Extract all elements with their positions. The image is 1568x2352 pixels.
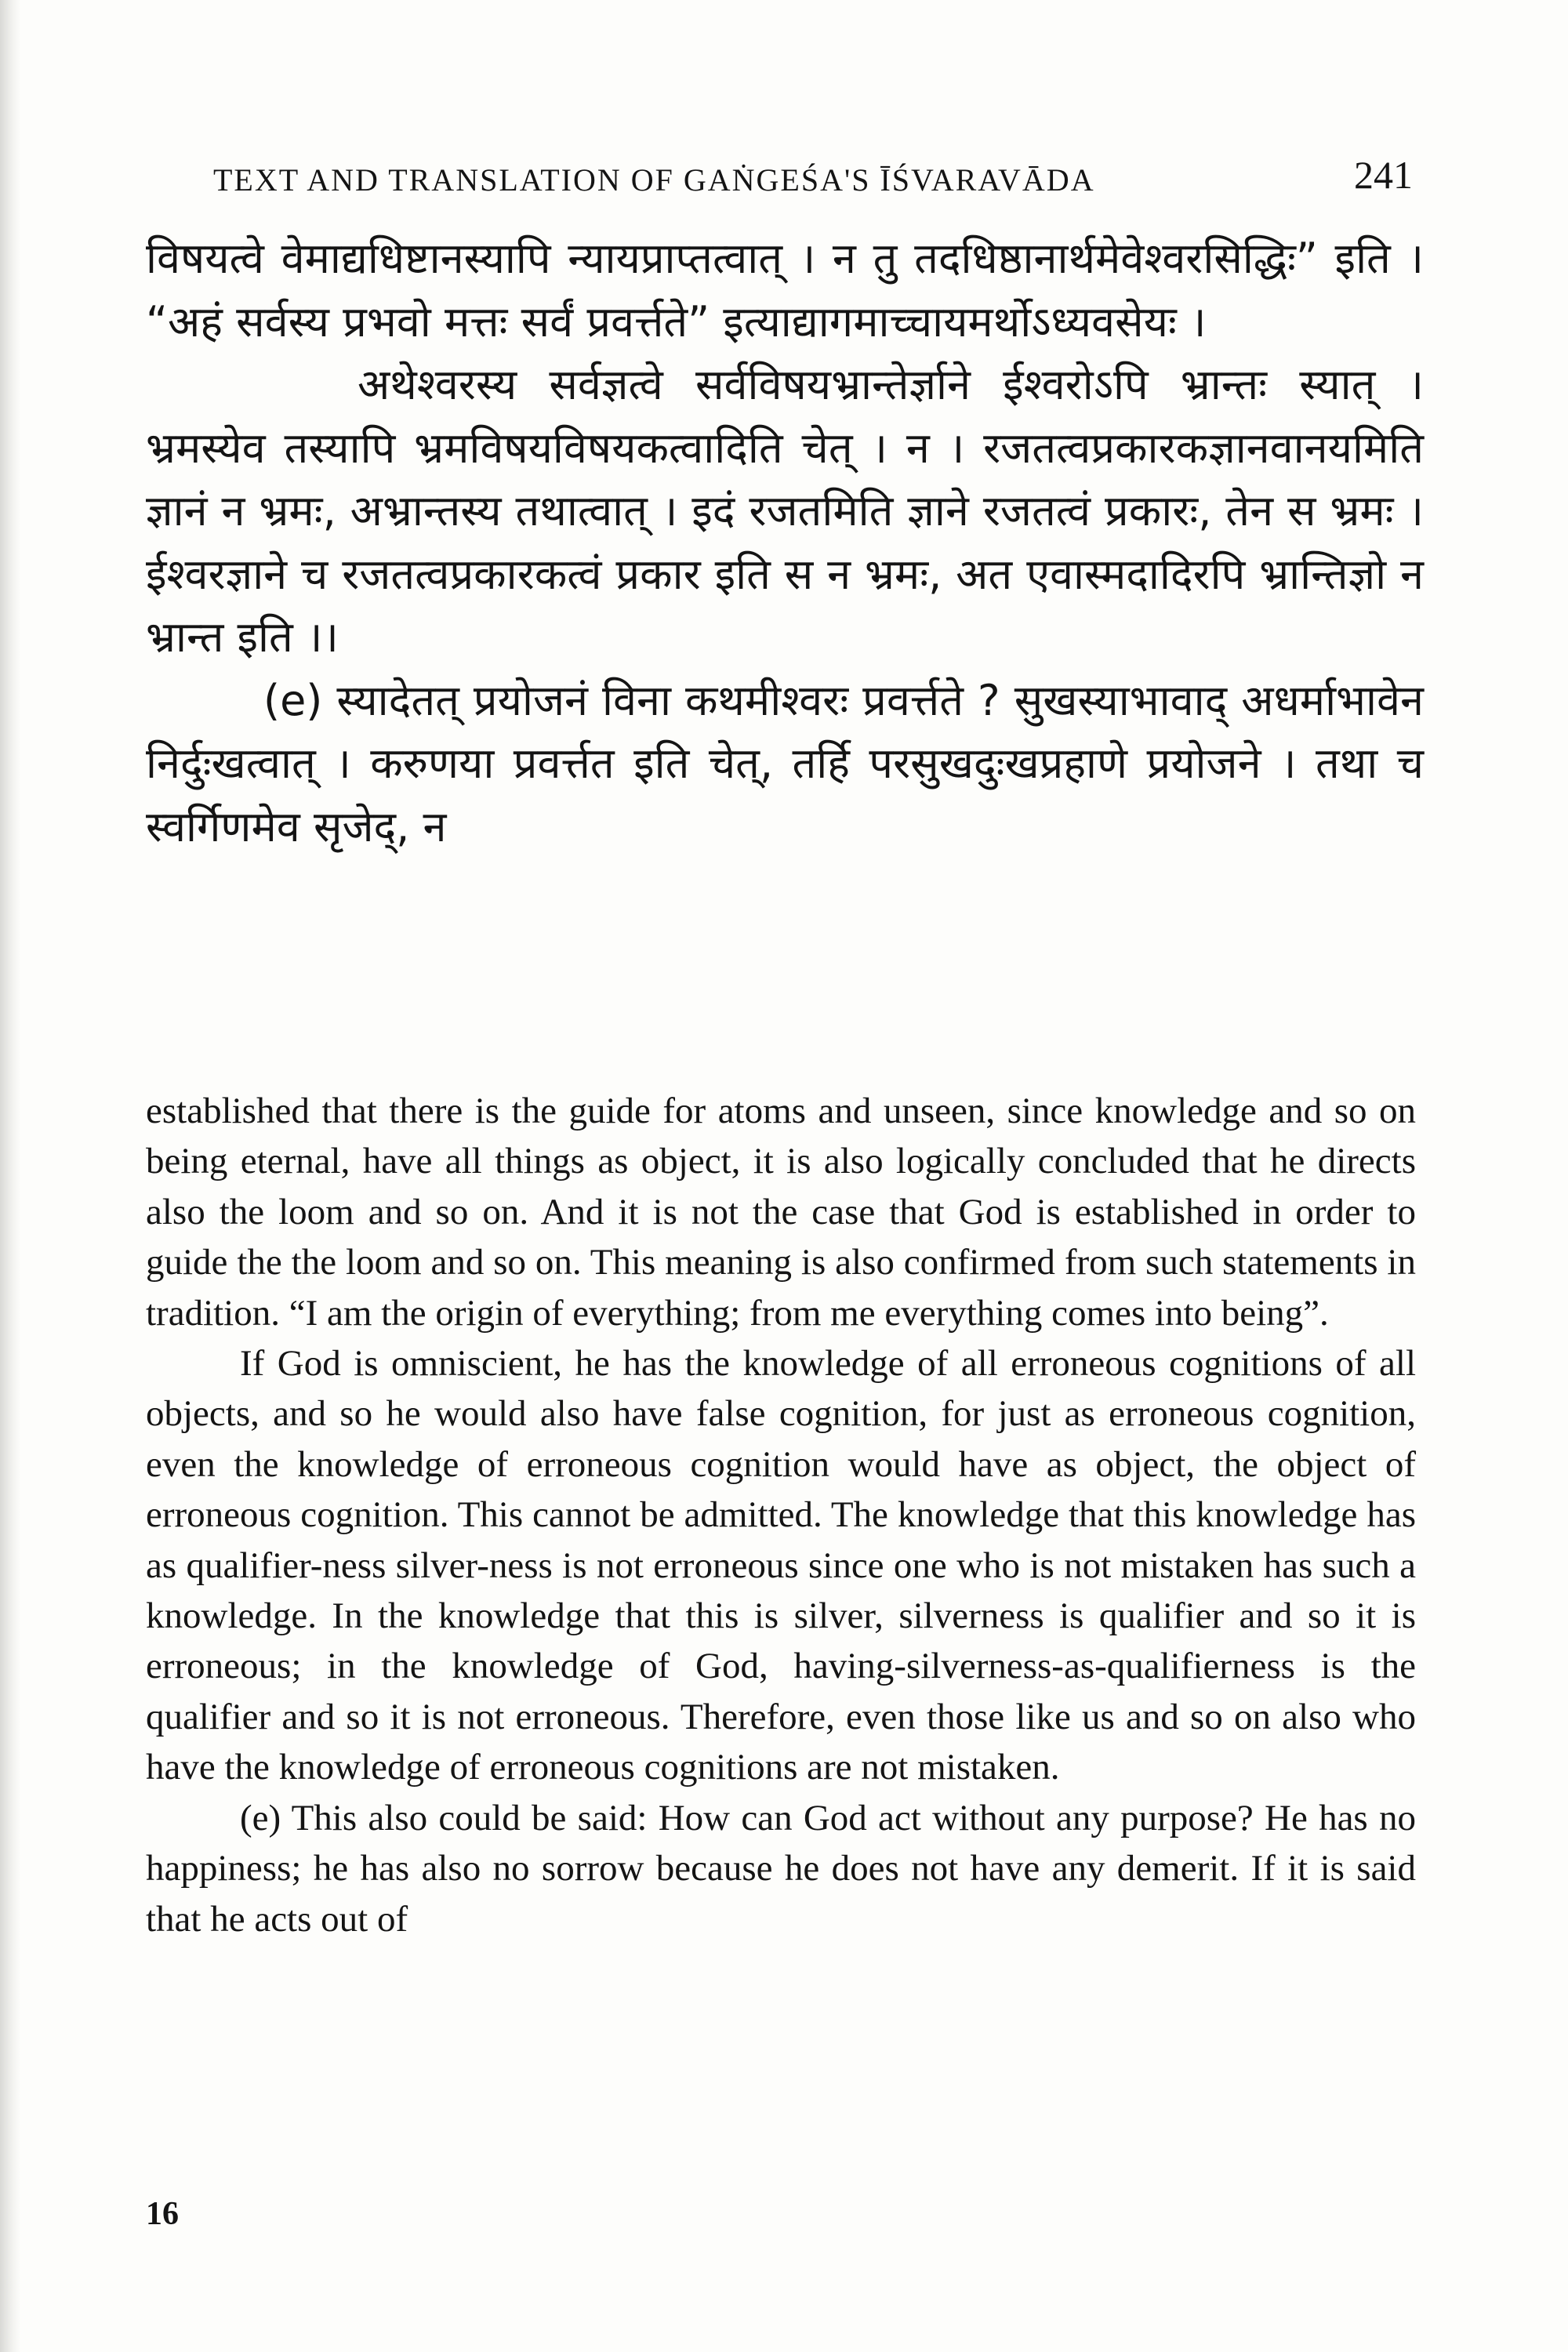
- sanskrit-paragraph: अथेश्वरस्य सर्वज्ञत्वे सर्वविषयभ्रान्तेर्ज्ञाने ईश्वरोऽपि भ्रान्तः स्यात् । भ्रमस्येव तस्यापि भ्रमविषयविषयकत्वादिति चेत् । न । रजतत्वप्रकारकज्ञानवानयमिति ज्ञानं न भ्रमः, अभ्रान्तस्य तथात्वात् । इदं रजतमिति ज्ञाने रजतत्वं प्रकारः, तेन स भ्रमः । ईश्वरज्ञाने च रजतत्वप्रकारकत्वं प्रकार इति स न भ्रमः, अत एवास्मदादिरपि भ्रान्तिज्ञो न भ्रान्त इति ।।: [146, 360, 1424, 662]
- running-head: [213, 149, 1413, 204]
- sanskrit-paragraph: विषयत्वे वेमाद्यधिष्टानस्यापि न्यायप्राप्तत्वात् । न तु तदधिष्ठानार्थमेवेश्वरसिद्धिः” इति । “अहं सर्वस्य प्रभवो मत्तः सर्वं प्रवर्त्तते” इत्याद्यागमाच्चायमर्थोऽध्यवसेयः ।: [146, 234, 1424, 347]
- english-translation-block: [146, 1086, 1416, 1944]
- running-title: TEXT AND TRANSLATION OF GAṄGEŚA'S ĪŚVARAVĀDA: [213, 162, 1095, 198]
- translation-paragraph: (e) This also could be said: How can God act without any purpose? He has no happiness; he has also no sorrow because he does not have any demerit. If it is said that he acts out of: [146, 1797, 1416, 1940]
- sanskrit-paragraph: (e) स्यादेतत् प्रयोजनं विना कथमीश्वरः प्रवर्त्तते ? सुखस्याभावाद् अधर्माभावेन निर्दुःखत्वात् । करुणया प्रवर्त्तत इति चेत्, तर्हि परसुखदुःखप्रहाणे प्रयोजने । तथा च स्वर्गिणमेव सृजेद्, न: [146, 675, 1424, 851]
- signature-mark: 16: [146, 2196, 179, 2232]
- sanskrit-text-block: [146, 227, 1424, 858]
- page-number: 241: [1354, 153, 1413, 197]
- translation-paragraph: established that there is the guide for atoms and unseen, since knowledge and so on being eternal, have all things as object, it is also logically concluded that he directs also the loom and so on. And it is not the case that God is established in order to guide the the loom and so on. This meaning is also confirmed from such statements in tradition. “I am the origin of everything; from me everything comes into being”.: [146, 1091, 1416, 1334]
- page-edge-shadow: [0, 0, 20, 2352]
- translation-paragraph: If God is omniscient, he has the knowledge of all erroneous cognitions of all objects, and so he would also have false cognition, for just as erroneous cognition, even the knowledge of erroneous cognition would have as object, the object of erroneous cognition. This cannot be admitted. The knowledge that this knowledge has as qualifier-ness silver-ness is not erroneous since one who is not mistaken has such a knowledge. In the knowledge that this is silver, silverness is qualifier and so it is erroneous; in the knowledge of God, having-silverness-as-qualifierness is the qualifier and so it is not erroneous. Therefore, even those like us and so on also who have the knowledge of erroneous cognitions are not mistaken.: [146, 1343, 1416, 1788]
